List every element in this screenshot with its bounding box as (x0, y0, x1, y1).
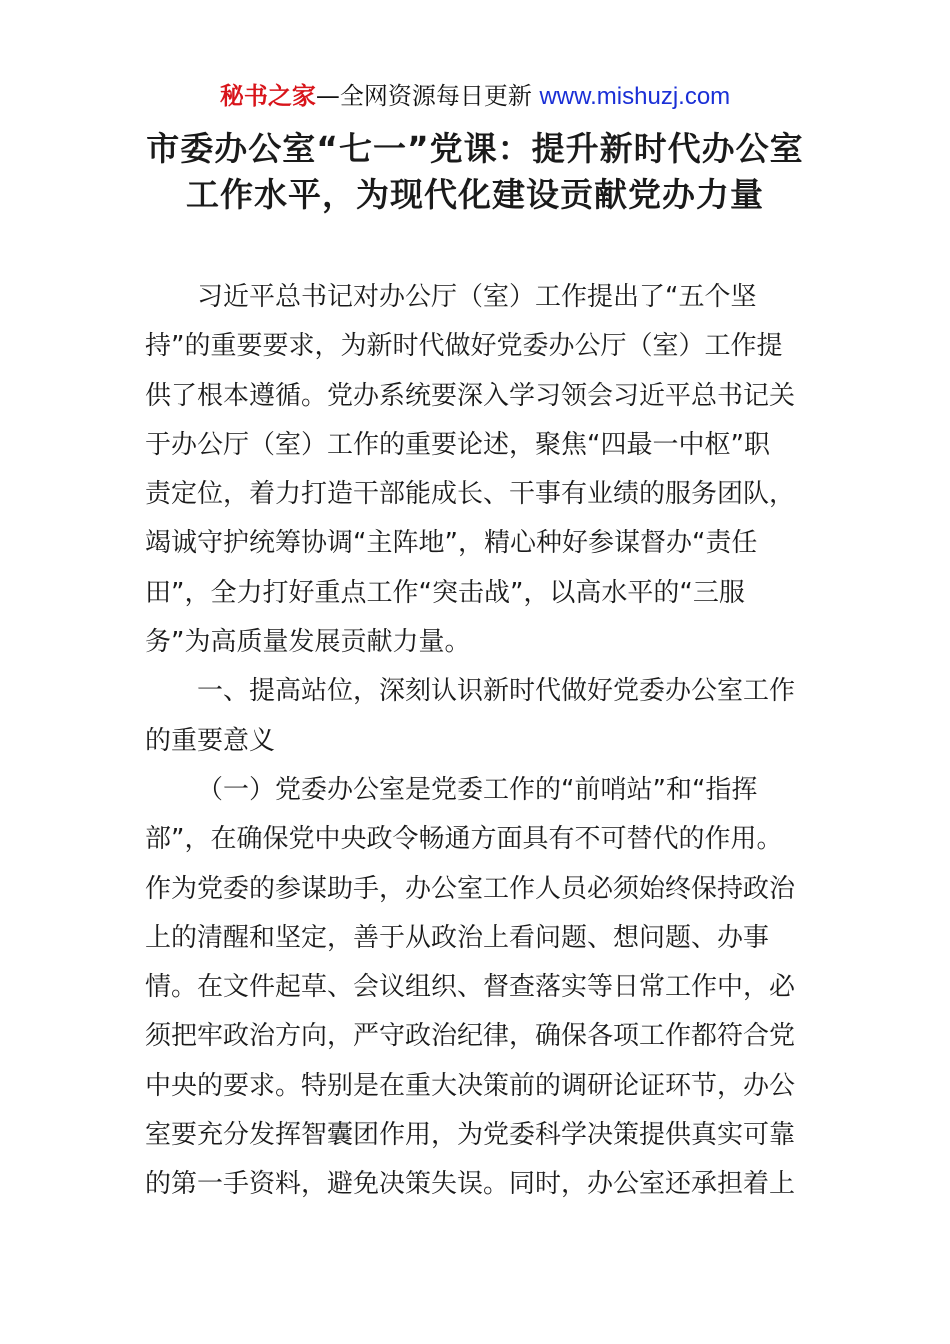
paragraph-line: 作为党委的参谋助手，办公室工作人员必须始终保持政治 (145, 873, 796, 904)
paragraph-line: 情。在文件起草、会议组织、督查落实等日常工作中，必 (145, 972, 796, 1003)
paragraph-line: 上的清醒和坚定，善于从政治上看问题、想问题、办事 (145, 922, 770, 953)
title-line-2: 工作水平，为现代化建设贡献党办力量 (186, 175, 764, 214)
paragraph-line: 部”，在确保党中央政令畅通方面具有不可替代的作用。 (145, 824, 783, 855)
document-body (145, 273, 810, 1210)
paragraph-line: 习近平总书记对办公厅（室）工作提出了“五个坚 (197, 282, 757, 312)
paragraph-line: 竭诚守护统筹协调“主阵地”，精心种好参谋督办“责任 (145, 528, 758, 559)
paragraph-line: 持”的重要要求，为新时代做好党委办公厅（室）工作提 (145, 331, 783, 362)
site-brand: 秘书之家 (219, 82, 316, 110)
paragraph-line: 供了根本遵循。党办系统要深入学习领会习近平总书记关 (145, 380, 796, 411)
paragraph-line: 室要充分发挥智囊团作用，为党委科学决策提供真实可靠 (145, 1120, 796, 1151)
paragraph-line: 中央的要求。特别是在重大决策前的调研论证环节，办公 (145, 1070, 796, 1101)
site-tagline: —全网资源每日更新 (315, 82, 540, 110)
section-heading-line: 一、提高站位，深刻认识新时代做好党委办公室工作 (197, 676, 796, 707)
document-title (60, 126, 890, 218)
paragraph-line: 田”，全力打好重点工作“突击战”，以高水平的“三服 (145, 577, 745, 608)
site-url-link[interactable]: www.mishuzj.com (539, 83, 731, 110)
paragraph-line: 于办公厅（室）工作的重要论述，聚焦“四最一中枢”职 (145, 429, 770, 460)
paragraph-line: 责定位，着力打造干部能成长、干事有业绩的服务团队， (145, 479, 796, 510)
title-line-1: 市委办公室“七一”党课：提升新时代办公室 (146, 129, 804, 168)
paragraph-line: 务”为高质量发展贡献力量。 (145, 627, 471, 658)
site-header (0, 80, 950, 113)
paragraph-line: 的第一手资料，避免决策失误。同时，办公室还承担着上 (145, 1169, 796, 1200)
paragraph-line: 须把牢政治方向，严守政治纪律，确保各项工作都符合党 (145, 1021, 796, 1052)
paragraph-line: （一）党委办公室是党委工作的“前哨站”和“指挥 (197, 774, 758, 805)
section-heading-line: 的重要意义 (145, 725, 276, 756)
